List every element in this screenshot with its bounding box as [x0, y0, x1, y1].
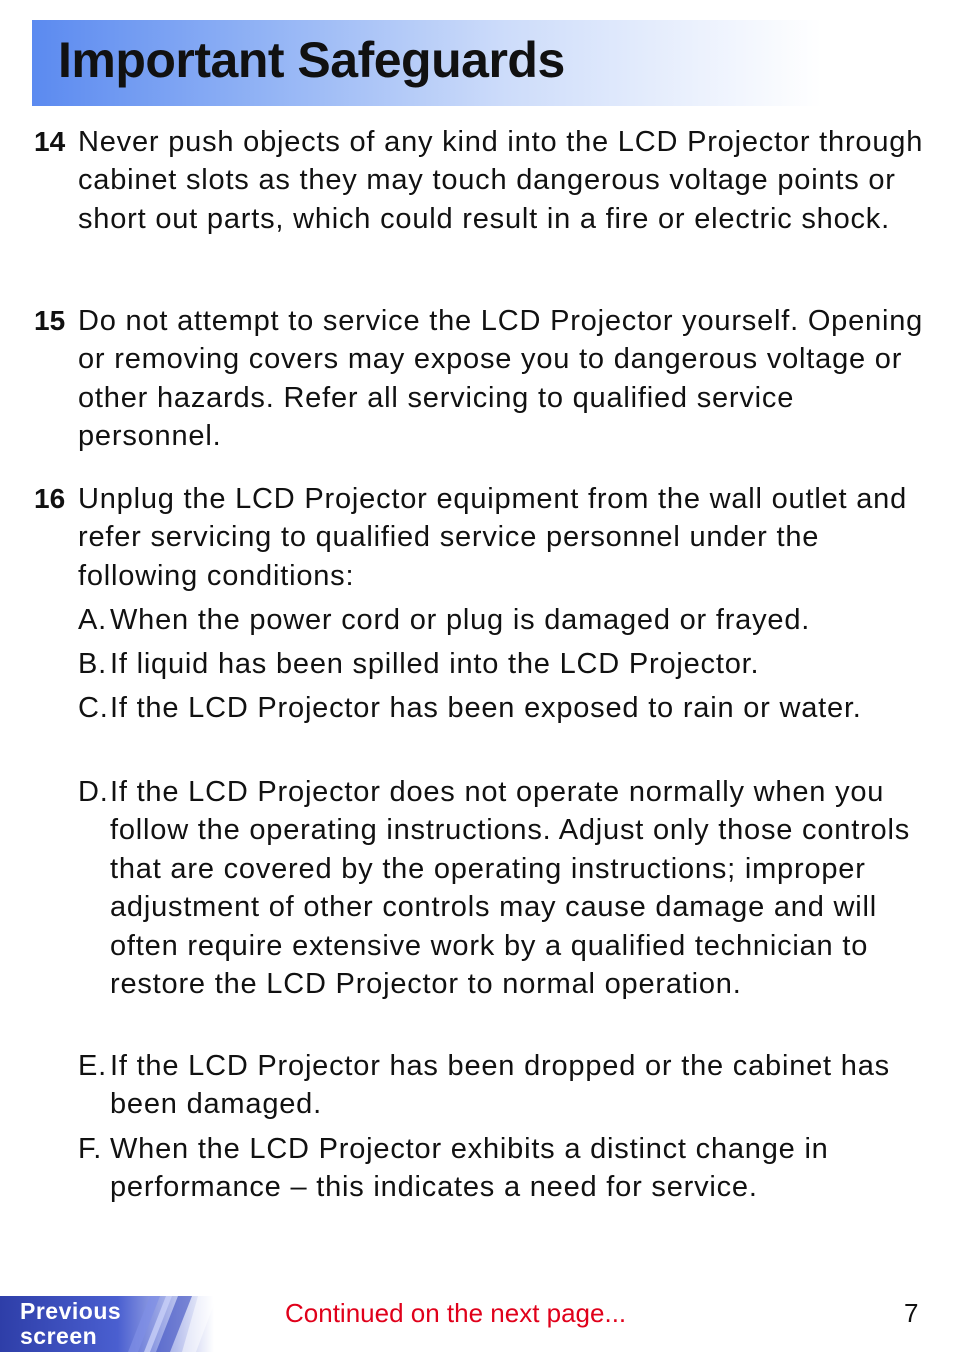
- condition-letter: D.: [78, 776, 109, 808]
- item-number: 14: [34, 126, 66, 157]
- page-number: 7: [904, 1298, 919, 1328]
- previous-label-line1: Previous: [20, 1298, 122, 1324]
- condition-item-b: [78, 645, 938, 683]
- condition-letter: B.: [78, 648, 107, 680]
- item-text: Unplug the LCD Projector equipment from the wall outlet and refer servicing to qualified service personnel under the following conditions:: [78, 483, 908, 592]
- previous-label-line2: screen: [20, 1323, 98, 1349]
- item-text: Do not attempt to service the LCD Projector yourself. Opening or removing covers may expose you to dangerous voltage or other hazards. Refer all servicing to qualified service personnel.: [78, 305, 924, 453]
- condition-text: If liquid has been spilled into the LCD Projector.: [110, 648, 760, 680]
- condition-text: When the LCD Projector exhibits a distinct change in performance – this indicates a need for service.: [110, 1133, 829, 1204]
- previous-screen-button[interactable]: [0, 1296, 214, 1352]
- item-number: 16: [34, 483, 66, 514]
- continued-note: Continued on the next page...: [285, 1298, 627, 1328]
- condition-text: When the power cord or plug is damaged or frayed.: [110, 604, 811, 636]
- item-text: Never push objects of any kind into the LCD Projector through cabinet slots as they may touch dangerous voltage points or short out parts, which could result in a fire or electric shock.: [78, 126, 924, 235]
- page-title: Important Safeguards: [58, 32, 565, 88]
- condition-text: If the LCD Projector has been exposed to rain or water.: [110, 692, 862, 724]
- condition-text: If the LCD Projector does not operate normally when you follow the operating instructions. Adjust only those controls that are covered by the operating instructions; improper adjustment of other controls may cause damage and will often require extensive work by a qualified technician to restore the LCD Projector to normal operation.: [110, 776, 910, 1001]
- condition-item-c: [78, 689, 938, 727]
- condition-text: If the LCD Projector has been dropped or the cabinet has been damaged.: [110, 1050, 890, 1121]
- condition-letter: A.: [78, 604, 107, 636]
- condition-item-a: [78, 601, 938, 639]
- safeguard-item-14: [34, 123, 934, 238]
- safeguard-item-15: [34, 302, 934, 456]
- previous-screen-label: [20, 1299, 121, 1349]
- item-number: 15: [34, 305, 66, 336]
- condition-item-f: [78, 1130, 938, 1207]
- condition-item-e: [78, 1047, 938, 1124]
- condition-letter: E.: [78, 1050, 107, 1082]
- condition-letter: C.: [78, 692, 109, 724]
- condition-item-d: [78, 773, 938, 1003]
- safeguard-item-16: [34, 480, 934, 595]
- condition-letter: F.: [78, 1133, 103, 1165]
